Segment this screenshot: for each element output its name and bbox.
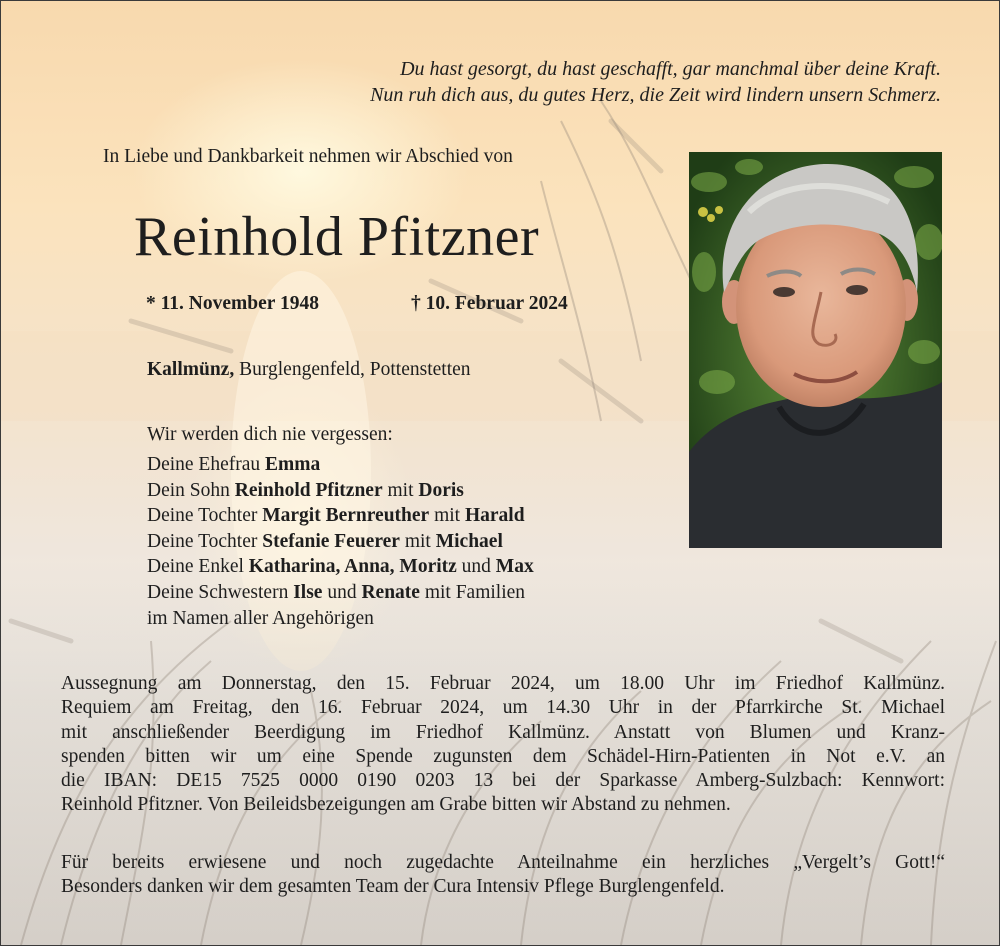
service-line: die IBAN: DE15 7525 0000 0190 0203 13 bei der Sparkasse Amberg-Sulzbach: Kennwort: [61, 770, 945, 792]
death-date: † 10. Februar 2024 [411, 293, 568, 314]
family-member-line [147, 580, 534, 606]
family-member-relation: Deine Enkel [147, 556, 249, 578]
family-member-name: Max [495, 556, 534, 578]
family-member-line [147, 606, 534, 632]
family-member-relation: und [456, 556, 496, 578]
service-line: Reinhold Pfitzner. Von Beileidsbezeigungen am Grabe bitten wir Abstand zu nehmen. [61, 794, 731, 816]
family-member-relation: im Namen aller Angehörigen [147, 607, 374, 629]
place-main: Kallmünz, [147, 359, 235, 380]
thanks-line: Besonders danken wir dem gesamten Team der Cura Intensiv Pflege Burglengenfeld. [61, 876, 725, 898]
service-paragraph [61, 672, 945, 818]
family-member-relation: mit [429, 505, 465, 527]
service-line: mit anschließender Beerdigung im Friedhof Kallmünz. Anstatt von Blumen und Kranz- [61, 721, 945, 743]
family-member-relation: Deine Ehefrau [147, 454, 266, 475]
family-member-line [147, 554, 534, 580]
family-member-line [147, 478, 534, 504]
deceased-name: Reinhold Pfitzner [134, 206, 540, 268]
family-member-relation: Deine Tochter [147, 530, 263, 552]
family-member-relation: mit [399, 530, 436, 552]
family-member-relation: und [322, 581, 362, 603]
birth-date: * 11. November 1948 [146, 293, 319, 314]
family-member-relation: Deine Schwestern [147, 581, 294, 603]
family-member-relation: Deine Tochter [147, 505, 263, 527]
intro-text: In Liebe und Dankbarkeit nehmen wir Abschied von [103, 146, 513, 167]
family-member-name: Renate [361, 581, 420, 603]
family-member-relation: Dein Sohn [147, 479, 235, 501]
family-member-name: Ilse [293, 581, 323, 603]
mourners-heading: Wir werden dich nie vergessen: [147, 424, 393, 445]
places [147, 357, 471, 383]
quote-line-2: Nun ruh dich aus, du gutes Herz, die Zeit wird lindern unsern Schmerz. [370, 84, 941, 106]
family-member-name: Harald [464, 505, 525, 527]
family-member-name: Katharina, Anna, Moritz [248, 556, 457, 578]
family-member-name: Margit Bernreuther [262, 505, 430, 527]
service-line: spenden bitten wir um eine Spende zugunsten dem Schädel-Hirn-Patienten in Not e.V. an [61, 745, 945, 767]
family-member-relation: mit Familien [419, 581, 526, 603]
family-member-name: Doris [418, 479, 464, 501]
place-others: Burglengenfeld, Pottenstetten [234, 359, 471, 380]
service-line: Requiem am Freitag, den 16. Februar 2024, um 14.30 Uhr in der Pfarrkirche St. Michael [61, 697, 945, 719]
family-member-line [147, 529, 534, 555]
deceased-photo [689, 152, 942, 548]
family-member-relation: mit [382, 479, 419, 501]
quote-line-1: Du hast gesorgt, du hast geschafft, gar manchmal über deine Kraft. [400, 58, 941, 80]
thanks-line: Für bereits erwiesene und noch zugedachte Anteilnahme ein herzliches „Vergelt’s Gott!“ [61, 852, 945, 873]
family-member-name: Emma [265, 454, 321, 475]
family-member-name: Reinhold Pfitzner [234, 479, 383, 501]
service-line: Aussegnung am Donnerstag, den 15. Februar 2024, um 18.00 Uhr im Friedhof Kallmünz. [61, 673, 945, 694]
family-member-name: Stefanie Feuerer [262, 530, 400, 552]
family-list [147, 452, 534, 631]
family-member-name: Michael [435, 530, 503, 552]
family-member-line [147, 452, 534, 478]
family-member-line [147, 503, 534, 529]
thanks-paragraph [61, 851, 945, 900]
